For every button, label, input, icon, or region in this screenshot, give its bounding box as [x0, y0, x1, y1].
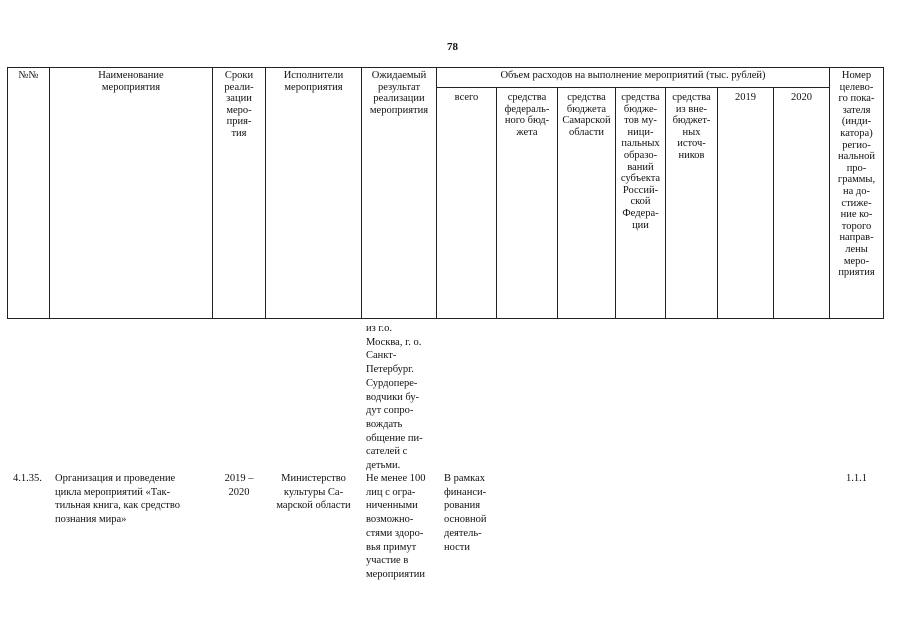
subheader-regional: средства бюджета Самарской области	[562, 92, 611, 138]
col-border	[7, 67, 8, 319]
header-number: №№	[18, 70, 39, 81]
col-border	[717, 87, 718, 319]
header-name: Наименование мероприятия	[98, 70, 164, 93]
row-number: 4.1.35.	[13, 473, 42, 484]
subheader-extrabudget: средства из вне- бюджет- ных источ- ников	[672, 92, 711, 161]
header-expected-result: Ожидаемый результат реализации мероприятия	[369, 70, 429, 116]
row-indicator: 1.1.1	[846, 473, 867, 484]
page-number: 78	[447, 41, 458, 53]
subheader-year-2020: 2020	[791, 92, 812, 103]
row-name: Организация и проведение цикла мероприятий «Так- тильная книга, как средство познания мира»	[55, 473, 181, 526]
continuation-text: из г.о. Москва, г. о. Санкт- Петербург. Сурдопере- водчики бу- дут сопро- вождать общение пи- сателей с детьми.	[366, 323, 423, 472]
table-top-border	[7, 67, 883, 68]
row-expected-result: Не менее 100 лиц с огра- ниченными возможно- стями здоро- вья примут участие в мероприятии	[366, 473, 426, 580]
header-expenses-group: Объем расходов на выполнение мероприятий (тыс. рублей)	[500, 70, 766, 81]
subheader-federal: средства федераль- ного бюд- жета	[504, 92, 550, 138]
row-executor: Министерство культуры Са- марской области	[276, 473, 351, 512]
col-border	[883, 67, 884, 319]
subheader-total: всего	[454, 92, 479, 103]
row-total: В рамках финанси- рования основной деятель- ности	[444, 473, 487, 553]
row-terms: 2019 – 2020	[224, 473, 254, 498]
subheader-year-2019: 2019	[735, 92, 756, 103]
col-border	[265, 67, 266, 319]
header-executors: Исполнители мероприятия	[283, 70, 344, 93]
col-border	[49, 67, 50, 319]
header-indicator: Номер целево- го пока- зателя (инди- катора) регио- нальной про- граммы, на до- стиже- ние ко- торого направ- лены меро- приятия	[837, 70, 876, 279]
col-border	[436, 67, 437, 319]
header-bottom-border	[7, 318, 883, 319]
subheader-divider	[436, 87, 829, 88]
subheader-municipal: средства бюдже- тов му- ници- пальных образо- ваний субъекта Россий- ской Федера- ции	[620, 92, 661, 231]
header-terms: Сроки реали- зации меро- прия- тия	[224, 70, 254, 139]
col-border	[773, 87, 774, 319]
